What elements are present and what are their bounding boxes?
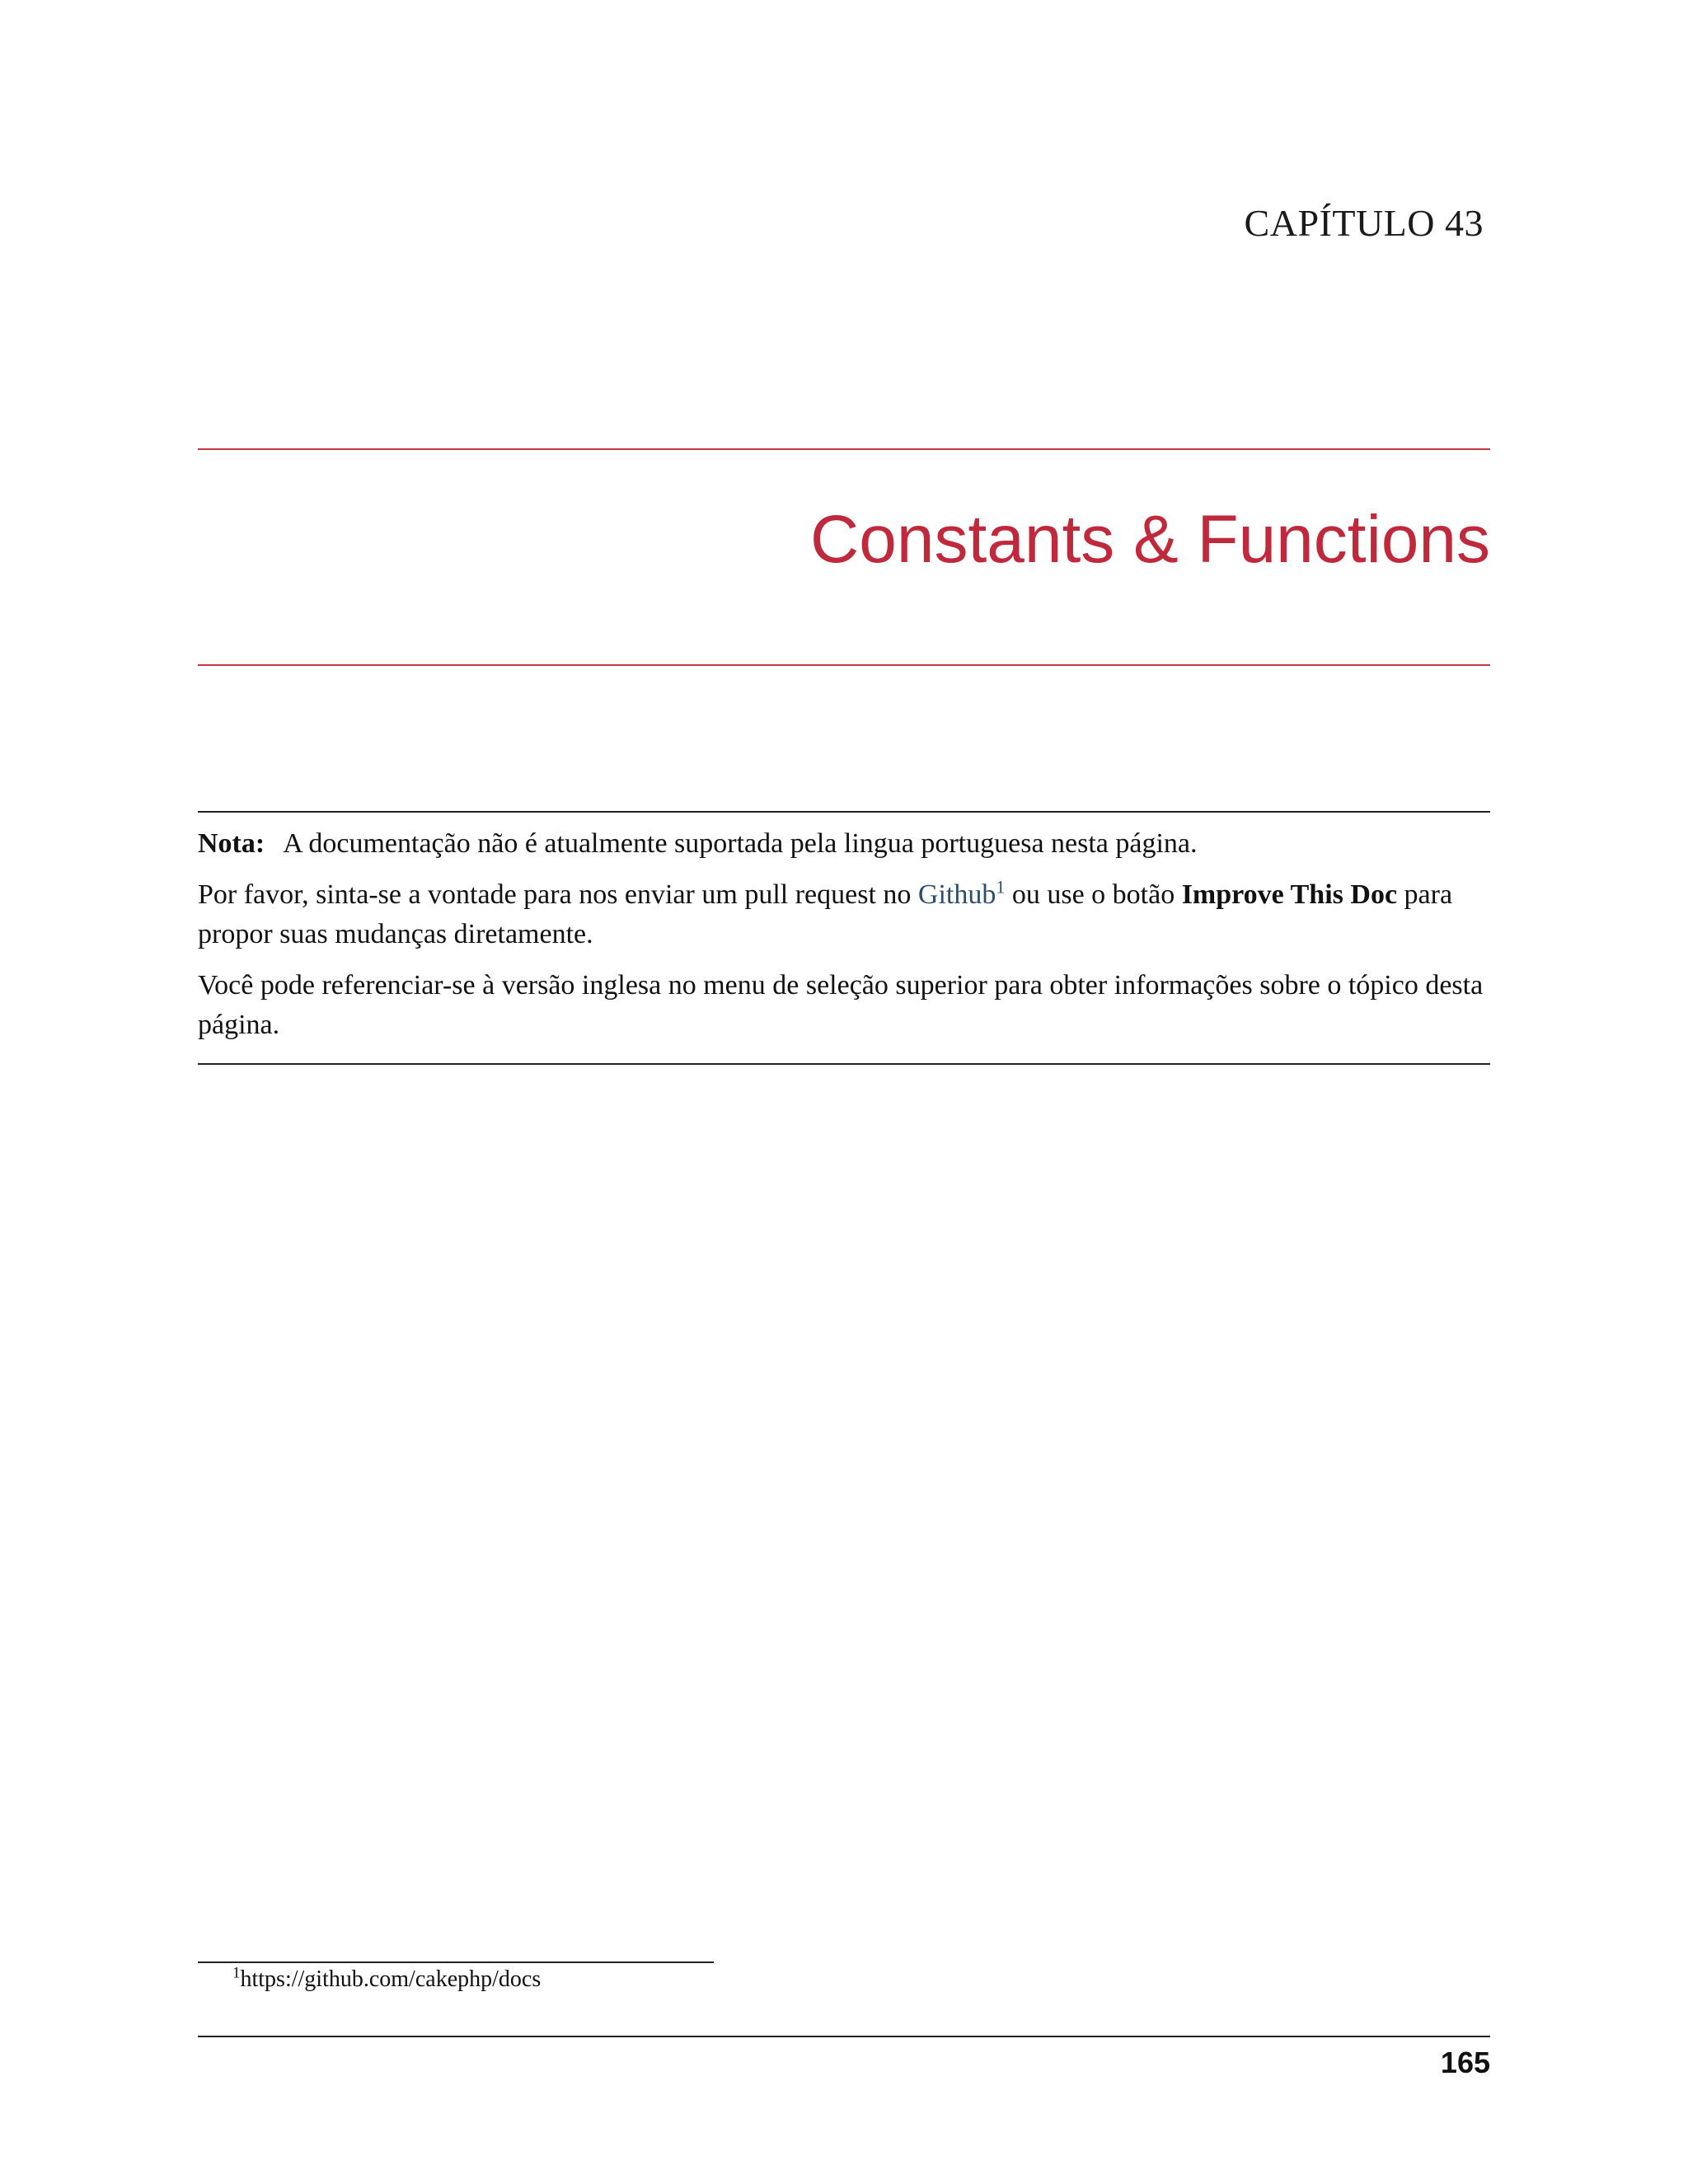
note-paragraph-2 bbox=[198, 875, 1490, 954]
note-paragraph-3: Você pode referenciar-se à versão inglesa no menu de seleção superior para obter informações sobre o tópico desta página. bbox=[198, 970, 1484, 1040]
note-admonition bbox=[198, 811, 1490, 1065]
chapter-label: CAPÍTULO 43 bbox=[1244, 202, 1484, 244]
page-number: 165 bbox=[1440, 2046, 1490, 2079]
github-link[interactable]: Github bbox=[917, 879, 996, 910]
note-para2-after-bold: para propor suas mudanças diretamente. bbox=[198, 879, 1453, 949]
footer-rule bbox=[198, 2036, 1490, 2037]
note-para2-after-link: ou use o botão bbox=[1005, 879, 1182, 910]
title-rule-top bbox=[198, 448, 1490, 450]
github-footnote-ref[interactable]: 1 bbox=[996, 876, 1006, 898]
footnote-url: https://github.com/cakephp/docs bbox=[240, 1966, 542, 1992]
improve-this-doc-text: Improve This Doc bbox=[1181, 879, 1398, 910]
footnote-mark: 1 bbox=[232, 1964, 241, 1982]
footnote-rule bbox=[198, 1961, 714, 1963]
title-rule-bottom bbox=[198, 664, 1490, 666]
chapter-title: Constants & Functions bbox=[810, 502, 1490, 577]
note-first-line bbox=[198, 824, 1490, 864]
note-title: Nota: bbox=[198, 828, 265, 859]
note-para2-before-link: Por favor, sinta-se a vontade para nos enviar um pull request no bbox=[198, 879, 918, 910]
note-line1: A documentação não é atualmente suportada pela lingua portuguesa nesta página. bbox=[283, 828, 1198, 859]
footnote bbox=[232, 1966, 541, 1993]
